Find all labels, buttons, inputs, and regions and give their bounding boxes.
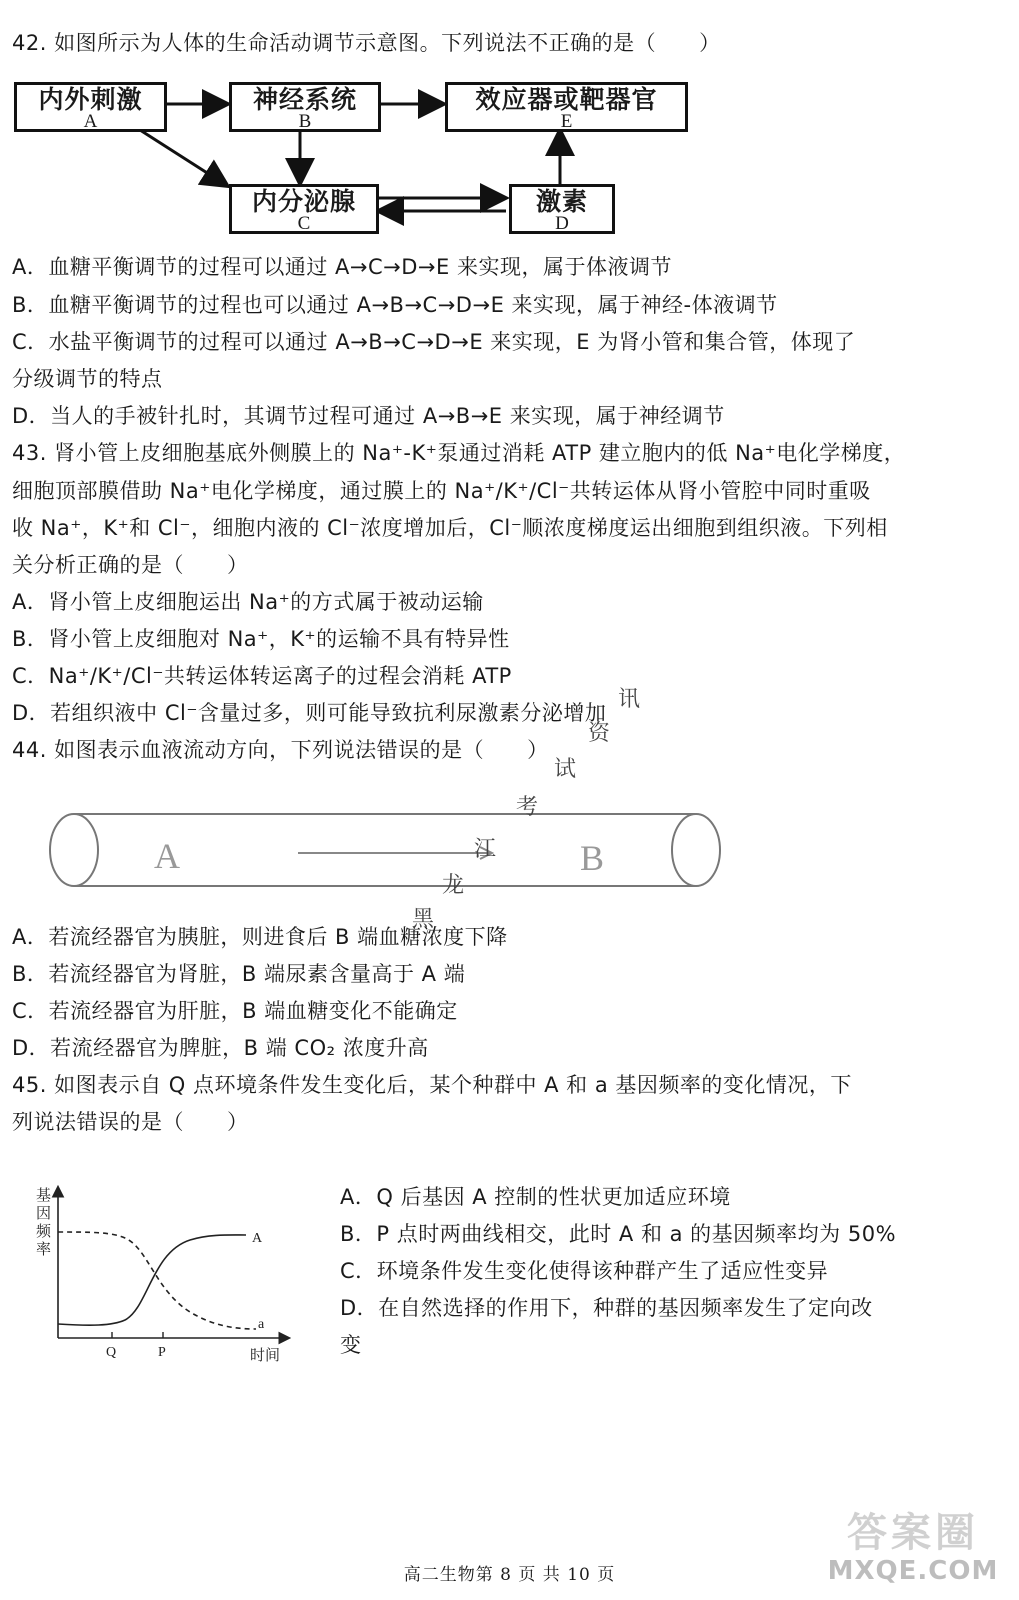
y-label-1: 基 bbox=[36, 1188, 52, 1204]
y-label-3: 频 bbox=[36, 1224, 52, 1240]
q42-option-c-cont: 分级调节的特点 bbox=[12, 367, 163, 391]
curve-gene-A bbox=[58, 1235, 246, 1325]
q43-option-b: B．肾小管上皮细胞对 Na⁺，K⁺的运输不具有特异性 bbox=[12, 627, 510, 651]
x-tick-p: P bbox=[158, 1345, 166, 1360]
watermark-char-5: 试 bbox=[554, 757, 577, 782]
box-c-endocrine-gland bbox=[229, 184, 379, 234]
watermark-char-7: 讯 bbox=[618, 687, 641, 712]
vessel-label-b: B bbox=[580, 838, 605, 878]
x-axis-label: 时间 bbox=[250, 1348, 281, 1364]
box-d-letter: D bbox=[555, 213, 569, 234]
q43-option-d: D．若组织液中 Cl⁻含量过多，则可能导致抗利尿激素分泌增加 bbox=[12, 701, 607, 725]
y-label-2: 因 bbox=[36, 1206, 52, 1222]
q42-option-a: A．血糖平衡调节的过程可以通过 A→C→D→E 来实现，属于体液调节 bbox=[12, 255, 672, 279]
vessel-right-end bbox=[672, 814, 720, 886]
logo-text-bottom: MXQE.COM bbox=[827, 1556, 999, 1586]
watermark-char-6: 资 bbox=[588, 721, 611, 746]
q45-stem-line-1: 45. 如图表示自 Q 点环境条件发生变化后，某个种群中 A 和 a 基因频率的变化情况，下 bbox=[12, 1073, 852, 1097]
page-footer: 高二生物第 8 页 共 10 页 bbox=[403, 1565, 616, 1585]
q43-stem-line-4: 关分析正确的是（ ） bbox=[12, 553, 249, 577]
box-a-stimulus bbox=[14, 82, 167, 132]
watermark-char-2: 龙 bbox=[442, 873, 465, 898]
q45-option-d: D．在自然选择的作用下，种群的基因频率发生了定向改 bbox=[340, 1296, 873, 1320]
watermark-char-1: 黑 bbox=[412, 907, 435, 932]
watermark-char-3: 江 bbox=[474, 837, 497, 862]
q44-option-d: D．若流经器官为脾脏，B 端 CO₂ 浓度升高 bbox=[12, 1036, 429, 1060]
box-e-letter: E bbox=[560, 111, 573, 132]
arrow-a-to-c bbox=[140, 130, 226, 185]
y-label-4: 率 bbox=[36, 1242, 52, 1258]
q45-option-b: B．P 点时两曲线相交，此时 A 和 a 的基因频率均为 50% bbox=[340, 1222, 897, 1246]
q42-option-d: D．当人的手被针扎时，其调节过程可通过 A→B→E 来实现，属于神经调节 bbox=[12, 404, 725, 428]
x-tick-q: Q bbox=[106, 1345, 117, 1360]
box-c-letter: C bbox=[297, 213, 311, 234]
q43-stem-line-3: 收 Na⁺，K⁺和 Cl⁻，细胞内液的 Cl⁻浓度增加后，Cl⁻顺浓度梯度运出细胞到组织液。下列相 bbox=[12, 516, 888, 540]
box-b-nervous-system bbox=[229, 82, 381, 132]
q44-option-c: C．若流经器官为肝脏，B 端血糖变化不能确定 bbox=[12, 999, 458, 1023]
q42-stem: 42. 如图所示为人体的生命活动调节示意图。下列说法不正确的是（ ） bbox=[12, 31, 721, 55]
box-b-letter: B bbox=[298, 111, 312, 132]
vessel-left-end bbox=[50, 814, 98, 886]
box-b-text: 神经系统 bbox=[252, 85, 357, 114]
box-a-text: 内外刺激 bbox=[38, 85, 143, 114]
logo-text-top: 答案圈 bbox=[847, 1510, 979, 1556]
box-d-text: 激素 bbox=[535, 187, 588, 216]
curve-label-A: A bbox=[252, 1231, 263, 1246]
box-e-effector bbox=[445, 82, 688, 132]
box-d-hormone bbox=[509, 184, 615, 234]
q44-blood-vessel-diagram bbox=[40, 808, 730, 892]
q43-option-c: C．Na⁺/K⁺/Cl⁻共转运体转运离子的过程会消耗 ATP bbox=[12, 664, 512, 688]
curve-gene-a bbox=[58, 1232, 256, 1329]
curve-label-a: a bbox=[258, 1317, 265, 1332]
box-c-text: 内分泌腺 bbox=[251, 187, 356, 216]
q45-stem-line-2: 列说法错误的是（ ） bbox=[12, 1110, 249, 1134]
vessel-label-a: A bbox=[154, 836, 180, 876]
q44-option-a: A．若流经器官为胰脏，则进食后 B 端血糖浓度下降 bbox=[12, 925, 508, 949]
q42-option-b: B．血糖平衡调节的过程也可以通过 A→B→C→D→E 来实现，属于神经-体液调节 bbox=[12, 293, 778, 317]
q43-option-a: A．肾小管上皮细胞运出 Na⁺的方式属于被动运输 bbox=[12, 590, 484, 614]
q45-gene-frequency-graph bbox=[30, 1180, 300, 1370]
box-a-letter: A bbox=[83, 111, 98, 132]
q45-option-c: C．环境条件发生变化使得该种群产生了适应性变异 bbox=[340, 1259, 829, 1283]
q45-option-d-cont: 变 bbox=[340, 1333, 362, 1357]
q43-stem-line-2: 细胞顶部膜借助 Na⁺电化学梯度，通过膜上的 Na⁺/K⁺/Cl⁻共转运体从肾小管腔中同时重吸 bbox=[12, 479, 871, 503]
site-logo bbox=[823, 1510, 1003, 1590]
q44-stem: 44. 如图表示血液流动方向，下列说法错误的是（ ） bbox=[12, 738, 549, 762]
q43-stem-line-1: 43. 肾小管上皮细胞基底外侧膜上的 Na⁺-K⁺泵通过消耗 ATP 建立胞内的低 Na⁺电化学梯度， bbox=[12, 441, 906, 465]
q42-option-c: C．水盐平衡调节的过程可以通过 A→B→C→D→E 来实现，E 为肾小管和集合管，体现了 bbox=[12, 330, 856, 354]
watermark-char-4: 考 bbox=[516, 795, 539, 820]
q44-option-b: B．若流经器官为肾脏，B 端尿素含量高于 A 端 bbox=[12, 962, 466, 986]
box-e-text: 效应器或靶器官 bbox=[475, 85, 658, 114]
q45-option-a: A．Q 后基因 A 控制的性状更加适应环境 bbox=[340, 1185, 731, 1209]
